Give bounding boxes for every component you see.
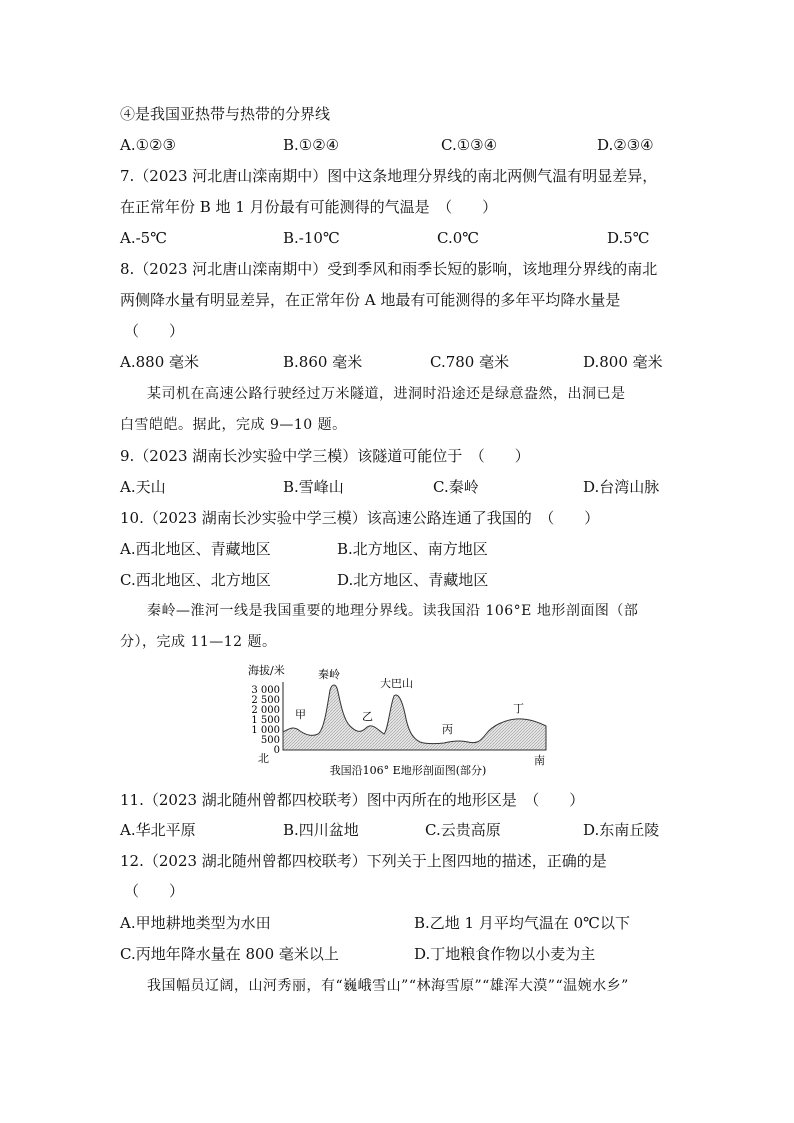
ytick-500: 500	[260, 735, 280, 746]
passage-11-12-line1: 秦岭—淮河一线是我国重要的地理分界线。读我国沿 106°E 地形剖面图（部	[147, 603, 639, 619]
label-dabashan: 大巴山	[380, 677, 413, 690]
label-bing: 丙	[442, 723, 453, 736]
q6-option-d: D.②③④	[597, 136, 654, 154]
q10-option-c: C.西北地区、北方地区	[120, 571, 271, 589]
q12-option-a: A.甲地耕地类型为水田	[120, 914, 271, 932]
ytick-0: 0	[273, 745, 280, 756]
q7-stem-line1: 7.（2023 河北唐山滦南期中）图中这条地理分界线的南北两侧气温有明显差异，	[120, 167, 658, 185]
ytick-3000: 3 000	[251, 685, 280, 696]
q9-stem: 9.（2023 湖南长沙实验中学三模）该隧道可能位于 （ ）	[120, 447, 530, 465]
q11-option-a: A.华北平原	[120, 821, 196, 839]
q11-option-b: B.四川盆地	[283, 821, 359, 839]
q6-option-a: A.①②③	[120, 136, 176, 154]
label-yi: 乙	[362, 710, 373, 723]
q12-option-d: D.丁地粮食作物以小麦为主	[414, 945, 596, 963]
ytick-2500: 2 500	[251, 695, 280, 706]
label-jia: 甲	[295, 708, 306, 721]
label-qinling: 秦岭	[318, 668, 340, 681]
passage-9-10-line2: 白雪皑皑。据此，完成 9—10 题。	[120, 417, 347, 433]
passage-9-10-line1: 某司机在高速公路行驶经过万米隧道，进洞时沿途还是绿意盎然，出洞已是	[147, 386, 626, 402]
label-north: 北	[258, 752, 269, 765]
ytick-1500: 1 500	[251, 715, 280, 726]
q12-stem-line1: 12.（2023 湖北随州曾都四校联考）下列关于上图四地的描述，正确的是	[120, 852, 607, 870]
q12-option-b: B.乙地 1 月平均气温在 0℃以下	[414, 914, 630, 932]
q8-stem-line2: 两侧降水量有明显差异，在正常年份 A 地最有可能测得的多年平均降水量是	[120, 291, 621, 309]
q11-stem: 11.（2023 湖北随州曾都四校联考）图中丙所在的地形区是 （ ）	[120, 791, 585, 809]
q8-option-c: C.780 毫米	[430, 353, 510, 371]
q12-stem-line2: （ ）	[124, 882, 185, 900]
q9-option-d: D.台湾山脉	[583, 478, 660, 496]
q8-option-d: D.800 毫米	[583, 353, 663, 371]
q11-option-d: D.东南丘陵	[583, 821, 660, 839]
q10-option-b: B.北方地区、南方地区	[337, 540, 488, 558]
q7-stem-line2: 在正常年份 B 地 1 月份最有可能测得的气温是 （ ）	[120, 198, 498, 216]
label-south: 南	[534, 754, 545, 767]
q6-option-c: C.①③④	[441, 136, 498, 154]
q7-option-a: A.-5℃	[120, 229, 167, 247]
terrain-profile-figure	[240, 658, 560, 780]
q10-stem: 10.（2023 湖南长沙实验中学三模）该高速公路连通了我国的 （ ）	[120, 509, 600, 527]
q9-option-b: B.雪峰山	[283, 478, 344, 496]
q11-option-c: C.云贵高原	[425, 821, 501, 839]
q10-option-a: A.西北地区、青藏地区	[120, 540, 271, 558]
q10-option-d: D.北方地区、青藏地区	[337, 571, 489, 589]
figure-ylabel: 海拔/米	[248, 664, 285, 677]
ytick-2000: 2 000	[251, 705, 280, 716]
q8-option-a: A.880 毫米	[120, 353, 199, 371]
q8-option-b: B.860 毫米	[283, 353, 363, 371]
q8-stem-line1: 8.（2023 河北唐山滦南期中）受到季风和雨季长短的影响，该地理分界线的南北	[120, 260, 658, 278]
ytick-1000: 1 000	[251, 725, 280, 736]
q9-option-a: A.天山	[120, 478, 166, 496]
q7-option-b: B.-10℃	[283, 229, 340, 247]
q8-stem-line3: （ ）	[124, 322, 185, 340]
terrain-profile-area	[283, 685, 546, 750]
q9-option-c: C.秦岭	[433, 478, 479, 496]
label-ding: 丁	[513, 702, 524, 715]
q7-option-c: C.0℃	[437, 229, 480, 247]
q6-option-b: B.①②④	[283, 136, 340, 154]
q7-option-d: D.5℃	[607, 229, 650, 247]
passage-11-12-line2: 分），完成 11—12 题。	[120, 634, 277, 650]
passage-next-line1: 我国幅员辽阔，山河秀丽，有“巍峨雪山”“林海雪原”“雄浑大漠”“温婉水乡”	[147, 978, 629, 994]
figure-caption: 我国沿106° E地形剖面图(部分)	[329, 764, 487, 777]
q6-statement-4: ④是我国亚热带与热带的分界线	[120, 105, 331, 123]
q12-option-c: C.丙地年降水量在 800 毫米以上	[120, 945, 339, 963]
